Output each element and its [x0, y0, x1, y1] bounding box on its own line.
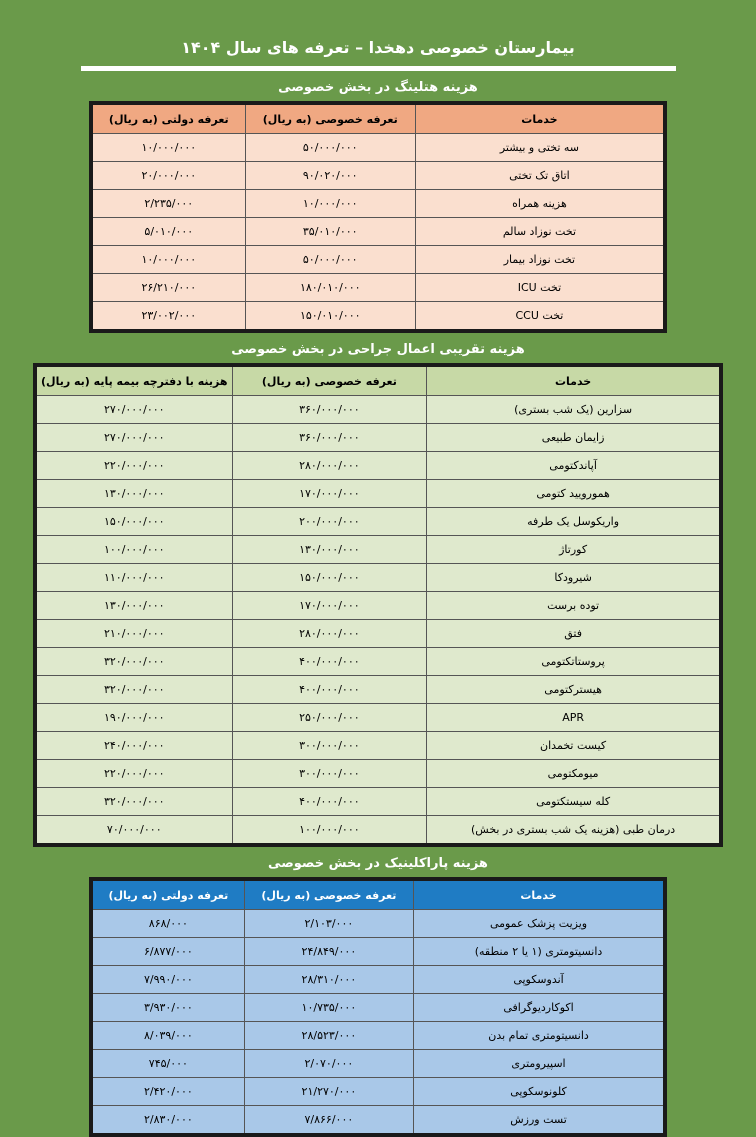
cell-service: میومکتومی: [427, 760, 721, 788]
cell-service: اکوکاردیوگرافی: [414, 994, 665, 1022]
cell-private: ۲۵۰/۰۰۰/۰۰۰: [232, 704, 427, 732]
table-row: [91, 246, 665, 274]
cell-private: ۴۰۰/۰۰۰/۰۰۰: [232, 788, 427, 816]
cell-private: ۲/۰۷۰/۰۰۰: [244, 1050, 413, 1078]
table-header-row: [91, 103, 665, 134]
table-row: [35, 452, 721, 480]
cell-service: تخت نوزاد سالم: [415, 218, 665, 246]
cell-private: ۹۰/۰۲۰/۰۰۰: [245, 162, 415, 190]
cell-service: تست ورزش: [414, 1106, 665, 1136]
table-row: [91, 910, 665, 938]
cell-government: ۷۴۵/۰۰۰: [91, 1050, 244, 1078]
cell-government: ۲/۸۳۰/۰۰۰: [91, 1106, 244, 1136]
cell-government: ۱۰/۰۰۰/۰۰۰: [91, 134, 245, 162]
cell-service: سزارین (یک شب بستری): [427, 396, 721, 424]
cell-private: ۷/۸۶۶/۰۰۰: [244, 1106, 413, 1136]
cell-insurance: ۲۷۰/۰۰۰/۰۰۰: [35, 424, 232, 452]
table-row: [91, 994, 665, 1022]
cell-private: ۳۰۰/۰۰۰/۰۰۰: [232, 760, 427, 788]
cell-service: هزینه همراه: [415, 190, 665, 218]
table-row: [35, 564, 721, 592]
cell-service: دانسیتومتری (۱ یا ۲ منطقه): [414, 938, 665, 966]
cell-private: ۵۰/۰۰۰/۰۰۰: [245, 246, 415, 274]
cell-private: ۱۵۰/۰۱۰/۰۰۰: [245, 302, 415, 332]
section-title-paraclinic: هزینه پاراکلینیک در بخش خصوصی: [268, 856, 488, 871]
cell-private: ۱۷۰/۰۰۰/۰۰۰: [232, 592, 427, 620]
cell-service: تخت ICU: [415, 274, 665, 302]
cell-insurance: ۲۲۰/۰۰۰/۰۰۰: [35, 452, 232, 480]
cell-service: اتاق تک تختی: [415, 162, 665, 190]
column-header-service: خدمات: [415, 103, 665, 134]
cell-insurance: ۱۳۰/۰۰۰/۰۰۰: [35, 480, 232, 508]
cell-private: ۲۸/۵۲۳/۰۰۰: [244, 1022, 413, 1050]
cell-service: کله سیستکتومی: [427, 788, 721, 816]
cell-government: ۵/۰۱۰/۰۰۰: [91, 218, 245, 246]
cell-service: همورویید کتومی: [427, 480, 721, 508]
cell-private: ۲۱/۲۷۰/۰۰۰: [244, 1078, 413, 1106]
cell-insurance: ۳۲۰/۰۰۰/۰۰۰: [35, 676, 232, 704]
table-row: [35, 396, 721, 424]
column-header-government-tariff: تعرفه دولتی (به ریال): [91, 103, 245, 134]
cell-service: درمان طبی (هزینه یک شب بستری در بخش): [427, 816, 721, 846]
column-header-government-tariff: تعرفه دولتی (به ریال): [91, 879, 244, 910]
column-header-private-tariff: تعرفه خصوصی (به ریال): [232, 365, 427, 396]
table-row: [35, 424, 721, 452]
cell-government: ۸۶۸/۰۰۰: [91, 910, 244, 938]
column-header-insurance-tariff: هزینه با دفترچه بیمه پایه (به ریال): [35, 365, 232, 396]
cell-private: ۲۸/۳۱۰/۰۰۰: [244, 966, 413, 994]
cell-government: ۶/۸۷۷/۰۰۰: [91, 938, 244, 966]
cell-government: ۲۳/۰۰۲/۰۰۰: [91, 302, 245, 332]
cell-government: ۱۰/۰۰۰/۰۰۰: [91, 246, 245, 274]
cell-insurance: ۱۳۰/۰۰۰/۰۰۰: [35, 592, 232, 620]
table-row: [35, 676, 721, 704]
cell-private: ۱۰/۷۳۵/۰۰۰: [244, 994, 413, 1022]
cell-private: ۳۵/۰۱۰/۰۰۰: [245, 218, 415, 246]
cell-service: هیسترکتومی: [427, 676, 721, 704]
column-header-service: خدمات: [414, 879, 665, 910]
table-row: [91, 302, 665, 332]
table-row: [35, 536, 721, 564]
table-row: [91, 190, 665, 218]
cell-service: دانسیتومتری تمام بدن: [414, 1022, 665, 1050]
page-title: بیمارستان خصوصی دهخدا – تعرفه های سال ۱۴۰۴: [181, 38, 575, 57]
cell-private: ۵۰/۰۰۰/۰۰۰: [245, 134, 415, 162]
table-surgery: [33, 363, 723, 847]
cell-service: فتق: [427, 620, 721, 648]
table-row: [35, 508, 721, 536]
cell-service: آپاندکتومی: [427, 452, 721, 480]
cell-private: ۲۸۰/۰۰۰/۰۰۰: [232, 620, 427, 648]
table-row: [91, 1022, 665, 1050]
cell-insurance: ۲۱۰/۰۰۰/۰۰۰: [35, 620, 232, 648]
cell-government: ۷/۹۹۰/۰۰۰: [91, 966, 244, 994]
cell-insurance: ۱۱۰/۰۰۰/۰۰۰: [35, 564, 232, 592]
cell-service: شیرودکا: [427, 564, 721, 592]
table-row: [35, 704, 721, 732]
cell-private: ۲۰۰/۰۰۰/۰۰۰: [232, 508, 427, 536]
cell-service: پروستاتکتومی: [427, 648, 721, 676]
table-row: [91, 1078, 665, 1106]
column-header-private-tariff: تعرفه خصوصی (به ریال): [245, 103, 415, 134]
table-row: [91, 274, 665, 302]
cell-private: ۳۶۰/۰۰۰/۰۰۰: [232, 424, 427, 452]
table-row: [35, 592, 721, 620]
cell-insurance: ۱۰۰/۰۰۰/۰۰۰: [35, 536, 232, 564]
cell-insurance: ۷۰/۰۰۰/۰۰۰: [35, 816, 232, 846]
table-hoteling: [89, 101, 667, 333]
cell-service: اسپیرومتری: [414, 1050, 665, 1078]
cell-insurance: ۳۲۰/۰۰۰/۰۰۰: [35, 648, 232, 676]
cell-private: ۲۸۰/۰۰۰/۰۰۰: [232, 452, 427, 480]
cell-private: ۱۸۰/۰۱۰/۰۰۰: [245, 274, 415, 302]
cell-private: ۲۴/۸۴۹/۰۰۰: [244, 938, 413, 966]
table-row: [35, 816, 721, 846]
cell-private: ۱۵۰/۰۰۰/۰۰۰: [232, 564, 427, 592]
cell-service: زایمان طبیعی: [427, 424, 721, 452]
cell-government: ۲/۴۲۰/۰۰۰: [91, 1078, 244, 1106]
cell-service: تخت نوزاد بیمار: [415, 246, 665, 274]
cell-service: ویزیت پزشک عمومی: [414, 910, 665, 938]
table-row: [91, 134, 665, 162]
table-row: [91, 966, 665, 994]
cell-government: ۸/۰۳۹/۰۰۰: [91, 1022, 244, 1050]
cell-private: ۱۰۰/۰۰۰/۰۰۰: [232, 816, 427, 846]
table-row: [35, 480, 721, 508]
cell-private: ۴۰۰/۰۰۰/۰۰۰: [232, 648, 427, 676]
cell-government: ۲۶/۲۱۰/۰۰۰: [91, 274, 245, 302]
table-paraclinic: [89, 877, 667, 1137]
cell-government: ۳/۹۳۰/۰۰۰: [91, 994, 244, 1022]
cell-private: ۲/۱۰۳/۰۰۰: [244, 910, 413, 938]
table-row: [35, 760, 721, 788]
cell-service: سه تختی و بیشتر: [415, 134, 665, 162]
table-row: [91, 218, 665, 246]
cell-government: ۲/۲۳۵/۰۰۰: [91, 190, 245, 218]
table-row: [35, 620, 721, 648]
cell-private: ۳۰۰/۰۰۰/۰۰۰: [232, 732, 427, 760]
cell-service: کلونوسکوپی: [414, 1078, 665, 1106]
title-divider: [81, 66, 676, 71]
cell-insurance: ۲۴۰/۰۰۰/۰۰۰: [35, 732, 232, 760]
cell-service: APR: [427, 704, 721, 732]
table-row: [35, 788, 721, 816]
table-row: [35, 732, 721, 760]
cell-insurance: ۲۲۰/۰۰۰/۰۰۰: [35, 760, 232, 788]
table-header-row: [35, 365, 721, 396]
cell-private: ۳۶۰/۰۰۰/۰۰۰: [232, 396, 427, 424]
table-row: [91, 938, 665, 966]
cell-government: ۲۰/۰۰۰/۰۰۰: [91, 162, 245, 190]
cell-insurance: ۱۵۰/۰۰۰/۰۰۰: [35, 508, 232, 536]
table-row: [35, 648, 721, 676]
cell-service: آندوسکوپی: [414, 966, 665, 994]
cell-service: کیست تخمدان: [427, 732, 721, 760]
section-title-hoteling: هزینه هتلینگ در بخش خصوصی: [278, 80, 478, 95]
cell-service: واریکوسل یک طرفه: [427, 508, 721, 536]
cell-insurance: ۱۹۰/۰۰۰/۰۰۰: [35, 704, 232, 732]
cell-service: تخت CCU: [415, 302, 665, 332]
cell-service: کورتاژ: [427, 536, 721, 564]
section-title-surgery: هزینه تقریبی اعمال جراحی در بخش خصوصی: [231, 342, 525, 357]
table-row: [91, 162, 665, 190]
table-row: [91, 1106, 665, 1136]
cell-insurance: ۳۲۰/۰۰۰/۰۰۰: [35, 788, 232, 816]
cell-insurance: ۲۷۰/۰۰۰/۰۰۰: [35, 396, 232, 424]
column-header-private-tariff: تعرفه خصوصی (به ریال): [244, 879, 413, 910]
column-header-service: خدمات: [427, 365, 721, 396]
cell-private: ۱۰/۰۰۰/۰۰۰: [245, 190, 415, 218]
cell-private: ۱۳۰/۰۰۰/۰۰۰: [232, 536, 427, 564]
cell-private: ۱۷۰/۰۰۰/۰۰۰: [232, 480, 427, 508]
table-header-row: [91, 879, 665, 910]
cell-service: توده برست: [427, 592, 721, 620]
cell-private: ۴۰۰/۰۰۰/۰۰۰: [232, 676, 427, 704]
table-row: [91, 1050, 665, 1078]
